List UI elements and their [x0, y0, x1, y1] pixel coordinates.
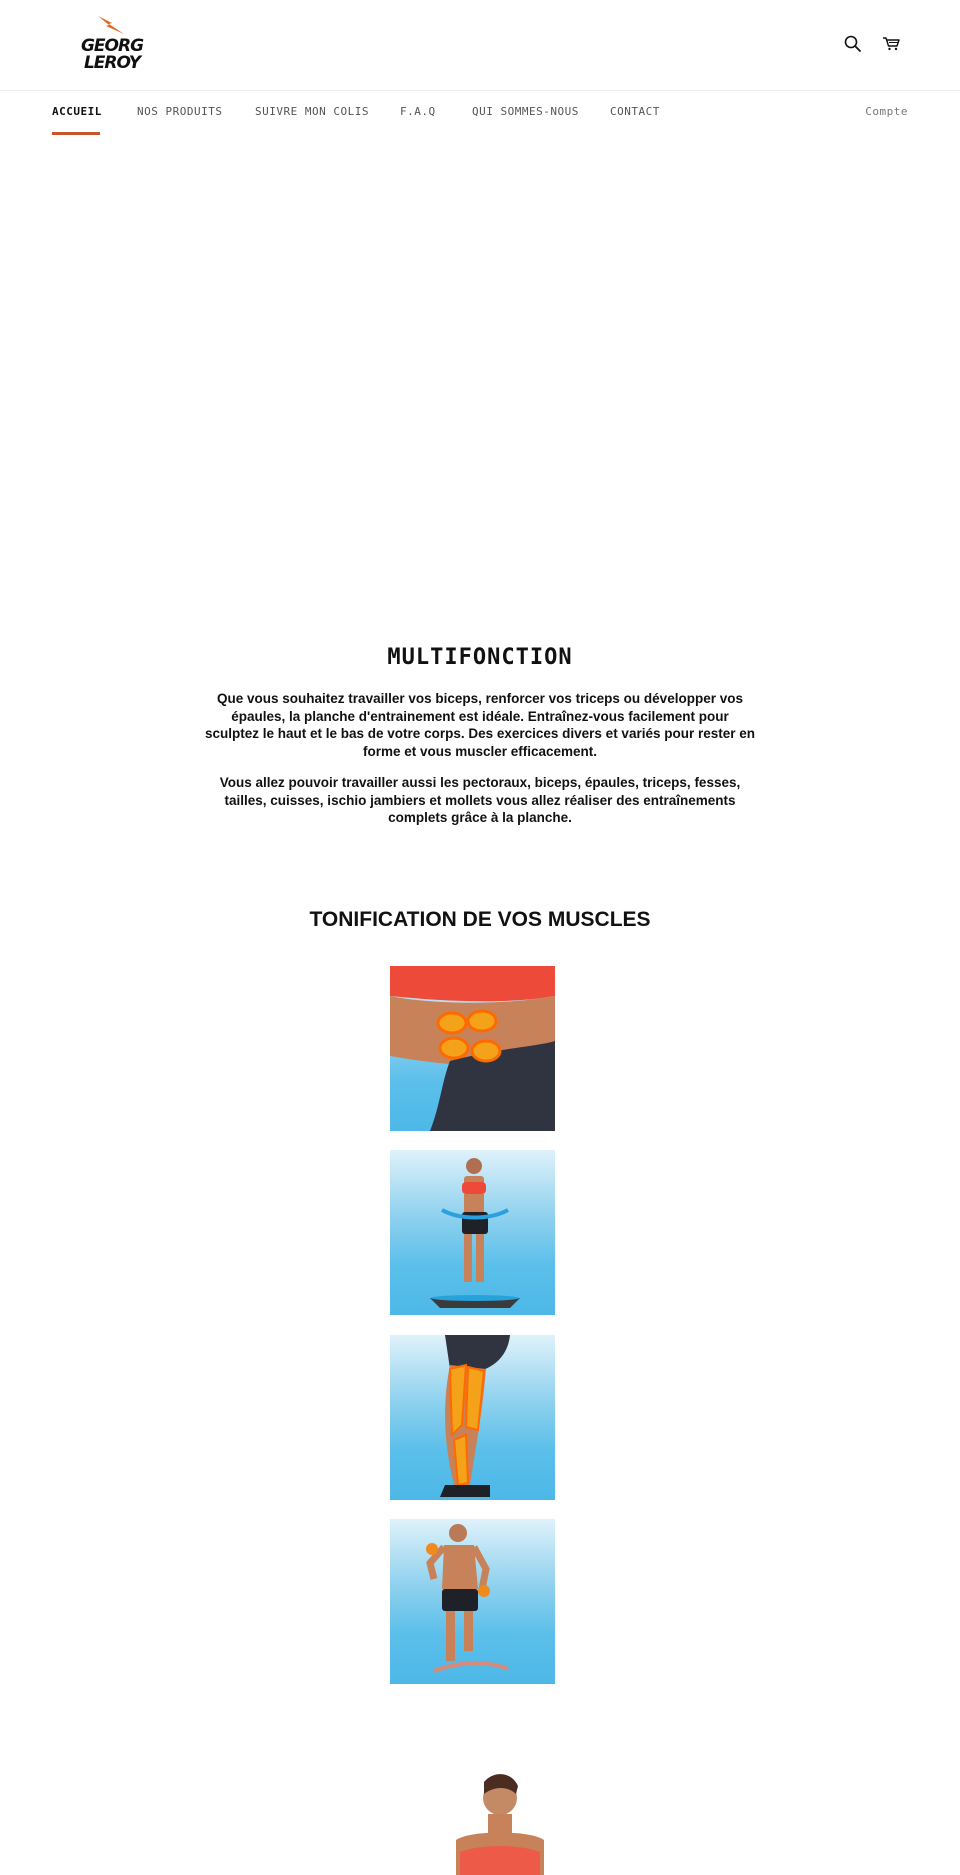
nav-item-nos-produits[interactable]: NOS PRODUITS: [137, 105, 223, 118]
brand-name: [76, 38, 148, 72]
brand-logo[interactable]: [76, 14, 148, 76]
section-title-multifonction: MULTIFONCTION: [387, 645, 573, 670]
man-dumbbells-illustration: [390, 1519, 555, 1684]
lightning-bolt-icon: [96, 14, 126, 36]
product-image-man-dumbbells: [390, 1519, 555, 1684]
brand-line-1: GEORG: [80, 36, 144, 56]
nav-item-contact[interactable]: CONTACT: [610, 105, 660, 118]
main-navigation: [0, 91, 960, 137]
nav-item-qui-sommes-nous[interactable]: QUI SOMMES-NOUS: [472, 105, 579, 118]
cart-icon[interactable]: [881, 33, 903, 55]
search-icon[interactable]: [842, 33, 864, 55]
section-title-tonification: TONIFICATION DE VOS MUSCLES: [309, 908, 651, 931]
hero-banner: [0, 138, 960, 618]
brand-line-2: LEROY: [83, 53, 141, 73]
product-image-bottom-woman: [420, 1770, 640, 1875]
paragraph-muscles: Vous allez pouvoir travailler aussi les pectoraux, biceps, épaules, triceps, fesses, tailles, cuisses, ischio jambiers et mollets vous allez réaliser des entraînements complets grâce à la planche.: [219, 775, 741, 825]
nav-item-accueil[interactable]: ACCUEIL: [52, 105, 102, 118]
nav-item-faq[interactable]: F.A.Q: [400, 105, 436, 118]
account-link[interactable]: Compte: [865, 105, 908, 118]
woman-on-board-illustration: [390, 1150, 555, 1315]
product-image-legs: [390, 1335, 555, 1500]
bottom-woman-illustration: [420, 1770, 640, 1875]
active-nav-indicator: [52, 132, 100, 135]
legs-illustration: [390, 1335, 555, 1500]
abdominals-illustration: [390, 966, 555, 1131]
site-header: [0, 0, 960, 91]
paragraph-intro: Que vous souhaitez travailler vos biceps, renforcer vos triceps ou développer vos épaules, la planche d'entrainement est idéale. Entraînez-vous facilement pour sculptez le haut et le bas de votre corps. Des exercices divers et variés pour rester en forme et vous muscler efficacement.: [205, 691, 755, 759]
product-image-woman-board: [390, 1150, 555, 1315]
product-image-abdominals: [390, 966, 555, 1131]
nav-item-suivre-mon-colis[interactable]: SUIVRE MON COLIS: [255, 105, 369, 118]
